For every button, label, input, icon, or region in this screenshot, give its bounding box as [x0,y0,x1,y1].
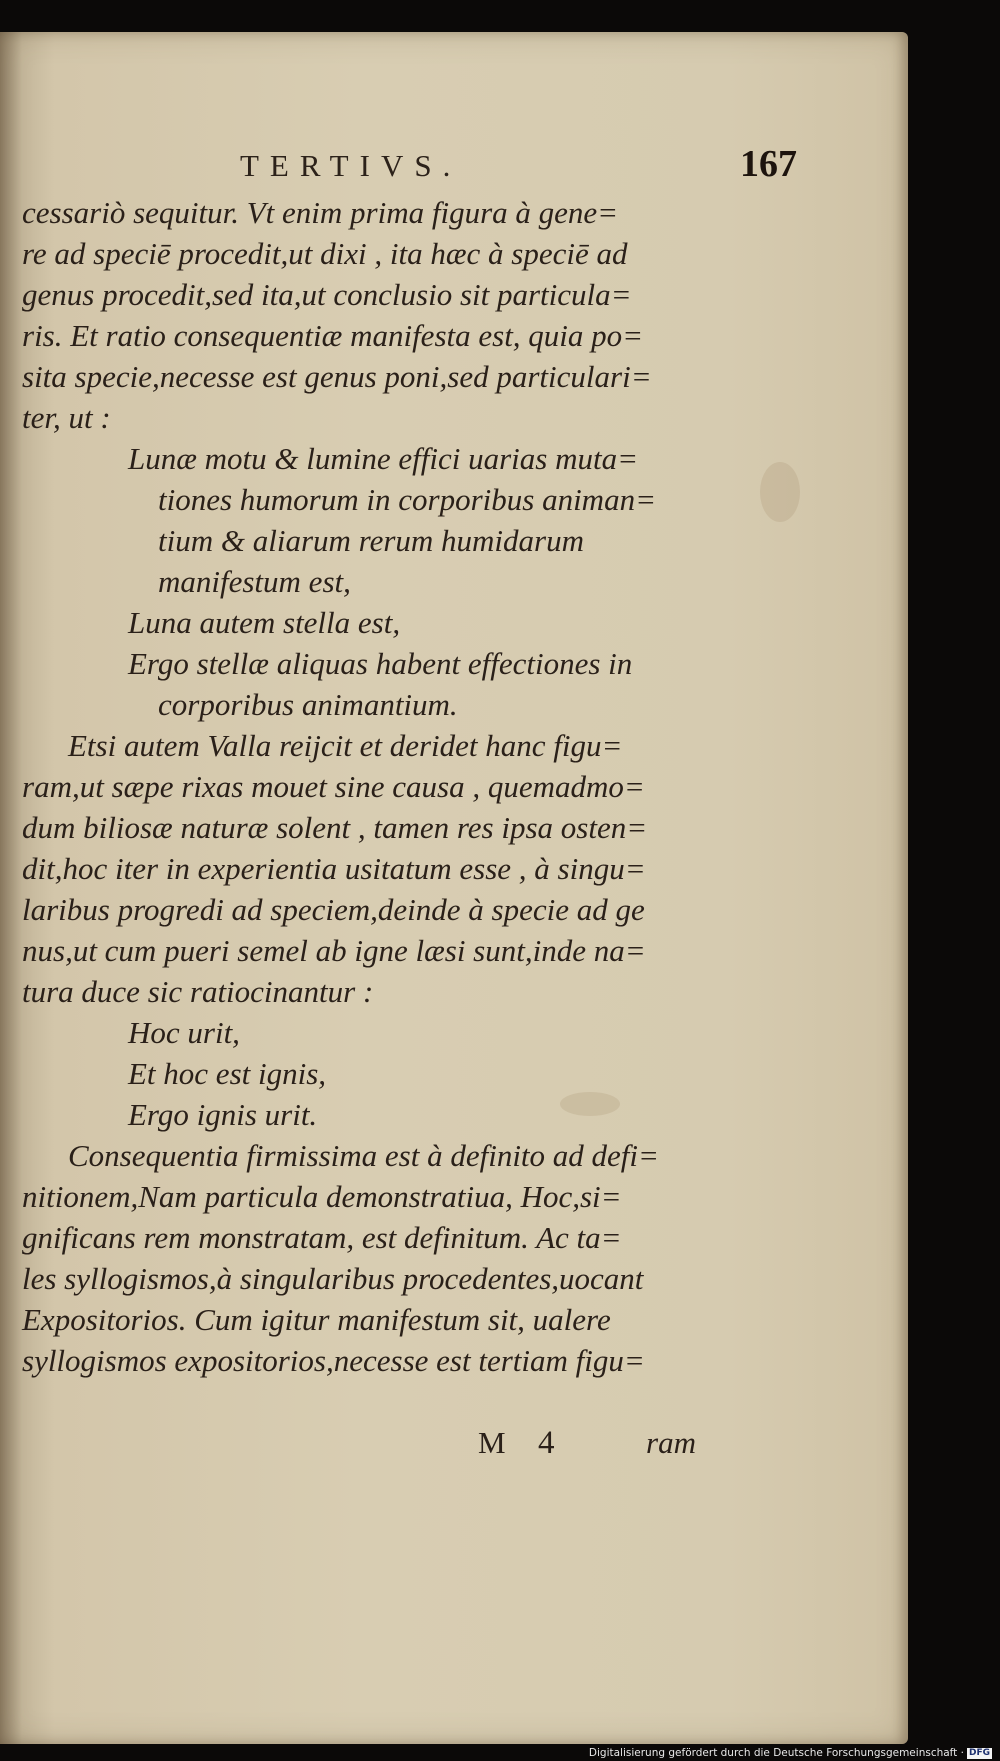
text-line: Hoc urit, [128,1015,240,1050]
catchword: ram [646,1425,696,1460]
signature-line [0,1425,908,1465]
text-line: Et hoc est ignis, [128,1056,327,1091]
text-line: cessariò sequitur. Vt enim prima figura à gene= [22,195,619,230]
paper-stain [760,462,800,522]
text-line: tura duce sic ratiocinantur : [22,974,374,1009]
text-line: gnificans rem monstratam, est definitum. Ac ta= [22,1220,622,1255]
text-line: genus procedit,sed ita,ut conclusio sit particula= [22,277,632,312]
text-line: dum biliosæ naturæ solent , tamen res ipsa osten= [22,810,648,845]
signature-number: 4 [538,1425,555,1461]
text-line: Ergo stellæ aliquas habent effectiones in [128,646,633,681]
text-line: Lunæ motu & lumine effici uarias muta= [128,441,639,476]
text-block [22,192,712,1381]
text-line: Consequentia firmissima est à definito ad defi= [68,1138,659,1173]
text-line: corporibus animantium. [158,687,458,722]
text-line: Etsi autem Valla reijcit et deridet hanc figu= [68,728,623,763]
text-line: re ad speciē procedit,ut dixi , ita hæc à speciē ad [22,236,628,271]
page-header [0,143,908,188]
text-line: nus,ut cum pueri semel ab igne læsi sunt,inde na= [22,933,646,968]
page-number: 167 [740,143,797,185]
text-line: tium & aliarum rerum humidarum [158,523,584,558]
text-line: ter, ut : [22,400,111,435]
text-line: syllogismos expositorios,necesse est tertiam figu= [22,1343,645,1378]
text-line: tiones humorum in corporibus animan= [158,482,656,517]
text-line: ris. Et ratio consequentiæ manifesta est, quia po= [22,318,644,353]
text-line: Expositorios. Cum igitur manifestum sit, ualere [22,1302,611,1337]
text-line: manifestum est, [158,564,351,599]
text-line: nitionem,Nam particula demonstratiua, Hoc,si= [22,1179,622,1214]
signature-mark: M [478,1425,506,1460]
digitization-footer [589,1747,992,1759]
book-page [0,32,908,1744]
text-line: sita specie,necesse est genus poni,sed particulari= [22,359,652,394]
text-line: Ergo ignis urit. [128,1097,318,1132]
dfg-logo: DFG [968,1747,990,1758]
text-line: ram,ut sæpe rixas mouet sine causa , quemadmo= [22,769,645,804]
footer-text: Digitalisierung gefördert durch die Deutsche Forschungsgemeinschaft · [588,1747,964,1759]
text-line: dit,hoc iter in experientia usitatum esse , à singu= [22,851,646,886]
text-line: laribus progredi ad speciem,deinde à specie ad ge [22,892,645,927]
text-line: Luna autem stella est, [128,605,401,640]
text-line: les syllogismos,à singularibus procedentes,uocant [22,1261,644,1296]
running-head: TERTIVS. [240,148,462,183]
